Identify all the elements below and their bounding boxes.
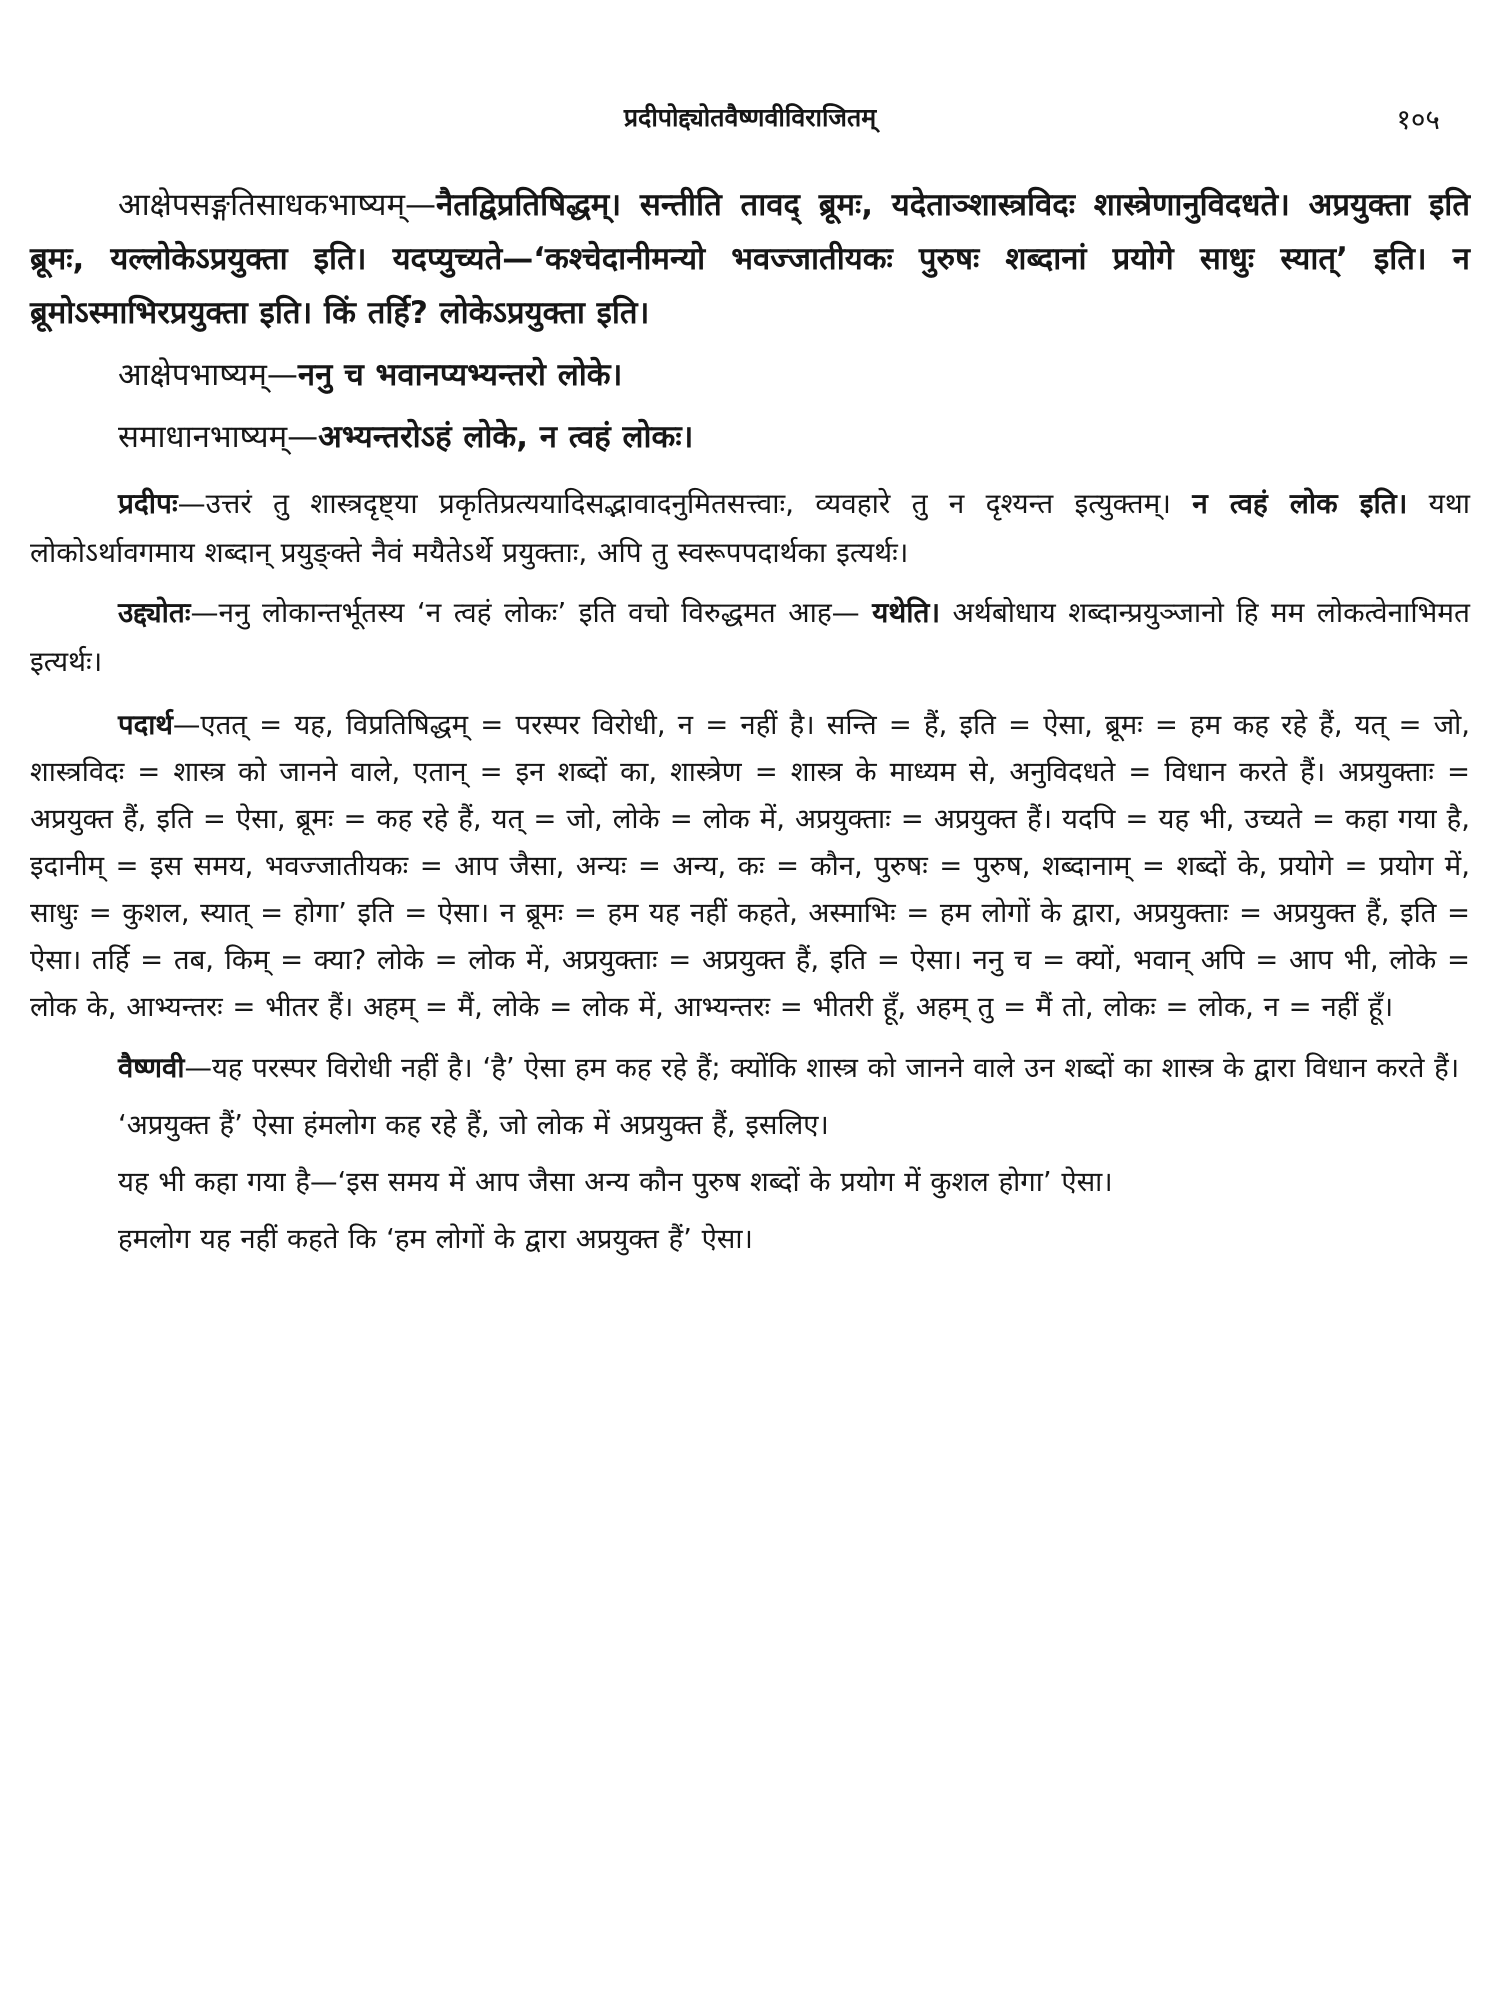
section-label: समाधानभाष्यम्— (118, 419, 319, 455)
commentary-quote: यथेति। (872, 596, 941, 629)
vaishnavi-commentary (30, 1045, 1470, 1092)
commentary-text: अर्थबोधाय शब्दान्प्रयुञ्जानो हि मम लोकत्वेनाभिमत इत्यर्थः। (30, 596, 1470, 678)
pradipa-commentary (30, 480, 1470, 577)
bhashya-text: नैतद्विप्रतिषिद्धम्। सन्तीति तावद् ब्रूमः, यदेताञ्शास्त्रविदः शास्त्रेणानुविदधते। अप्रयुक्ता इति ब्रूमः, यल्लोकेऽप्रयुक्ता इति। यदप्युच्यते—‘कश्चेदानीमन्यो भवज्जातीयकः पुरुषः शब्दानां प्रयोगे साधुः स्यात्’ इति। न ब्रूमोऽस्माभिरप्रयुक्ता इति। किं तर्हि? लोकेऽप्रयुक्ता इति। (30, 187, 1470, 331)
section-label: आक्षेपसङ्गतिसाधकभाष्यम्— (118, 187, 436, 223)
bhashya-paragraph-aakshepa (30, 348, 1470, 402)
commentary-text: —उत्तरं तु शास्त्रदृष्ट्या प्रकृतिप्रत्ययादिसद्भावादनुमितसत्त्वाः, व्यवहारे तु न दृश्यन्त इत्युक्तम्। (177, 487, 1171, 520)
translation-paragraph: ‘अप्रयुक्त हैं’ ऐसा हंमलोग कह रहे हैं, जो लोक में अप्रयुक्त हैं, इसलिए। (118, 1109, 829, 1141)
commentary-text: —ननु लोकान्तर्भूतस्य ‘न त्वहं लोकः’ इति वचो विरुद्धमत आह— (190, 596, 860, 629)
gloss-text: —एतत् = यह, विप्रतिषिद्धम् = परस्पर विरोधी, न = नहीं है। सन्ति = हैं, इति = ऐसा, ब्रूमः = हम कह रहे हैं, यत् = जो, शास्त्रविदः = शास्त्र को जानने वाले, एतान् = इन शब्दों का, शास्त्रेण = शास्त्र के माध्यम से, अनुविदधते = विधान करते हैं। अप्रयुक्ताः = अप्रयुक्त हैं, इति = ऐसा, ब्रूमः = कह रहे हैं, यत् = जो, लोके = लोक में, अप्रयुक्ताः = अप्रयुक्त हैं। यदपि = यह भी, उच्यते = कहा गया है, इदानीम् = इस समय, भवज्जातीयकः = आप जैसा, अन्यः = अन्य, कः = कौन, पुरुषः = पुरुष, शब्दानाम् = शब्दों के, प्रयोगे = प्रयोग में, साधुः = कुशल, स्यात् = होगा’ इति = ऐसा। न ब्रूमः = हम यह नहीं कहते, अस्माभिः = हम लोगों के द्वारा, अप्रयुक्ताः = अप्रयुक्त हैं, इति = ऐसा। तर्हि = तब, किम् = क्या? लोके = लोक में, अप्रयुक्ताः = अप्रयुक्त हैं, इति = ऐसा। ननु च = क्यों, भवान् अपि = आप भी, लोके = लोक के, आभ्यन्तरः = भीतर हैं। अहम् = मैं, लोके = लोक में, आभ्यन्तरः = भीतरी हूँ, अहम् तु = मैं तो, लोकः = लोक, न = नहीं हूँ। (30, 709, 1470, 1023)
translation-paragraph: हमलोग यह नहीं कहते कि ‘हम लोगों के द्वारा अप्रयुक्त हैं’ ऐसा। (118, 1223, 753, 1255)
translation-paragraph: यह भी कहा गया है—‘इस समय में आप जैसा अन्य कौन पुरुष शब्दों के प्रयोग में कुशल होगा’ ऐसा। (118, 1166, 1113, 1198)
running-header (0, 100, 1500, 140)
section-label: पदार्थ (118, 709, 173, 741)
page-number: १०५ (1396, 103, 1440, 136)
section-label: आक्षेपभाष्यम्— (118, 357, 298, 393)
padartha-word-gloss (30, 702, 1470, 1031)
commentary-quote: न त्वहं लोक इति। (1192, 487, 1408, 520)
bhashya-paragraph-samadhana (30, 410, 1470, 464)
running-title: प्रदीपोद्द्योतवैष्णवीविराजितम् (623, 103, 877, 132)
bhashya-text: अभ्यन्तरोऽहं लोके, न त्वहं लोकः। (318, 419, 694, 455)
section-label: प्रदीपः (118, 487, 178, 520)
bhashya-paragraph-aakshepa-sangati (30, 178, 1470, 340)
commentary-text: यथा लोकोऽर्थावगमाय शब्दान् प्रयुङ्क्ते नैवं मयैतेऽर्थे प्रयुक्ताः, अपि तु स्वरूपपदार्थका इत्यर्थः। (30, 487, 1471, 569)
page-body (30, 178, 1470, 1273)
commentary-text: —यह परस्पर विरोधी नहीं है। ‘है’ ऐसा हम कह रहे हैं; क्योंकि शास्त्र को जानने वाले उन शब्दों का शास्त्र के द्वारा विधान करते हैं। (184, 1052, 1460, 1084)
bhashya-text: ननु च भवानप्यभ्यन्तरो लोके। (297, 357, 623, 393)
section-label: उद्द्योतः (118, 596, 191, 629)
section-label: वैष्णवी (118, 1052, 185, 1084)
uddyota-commentary (30, 589, 1470, 686)
